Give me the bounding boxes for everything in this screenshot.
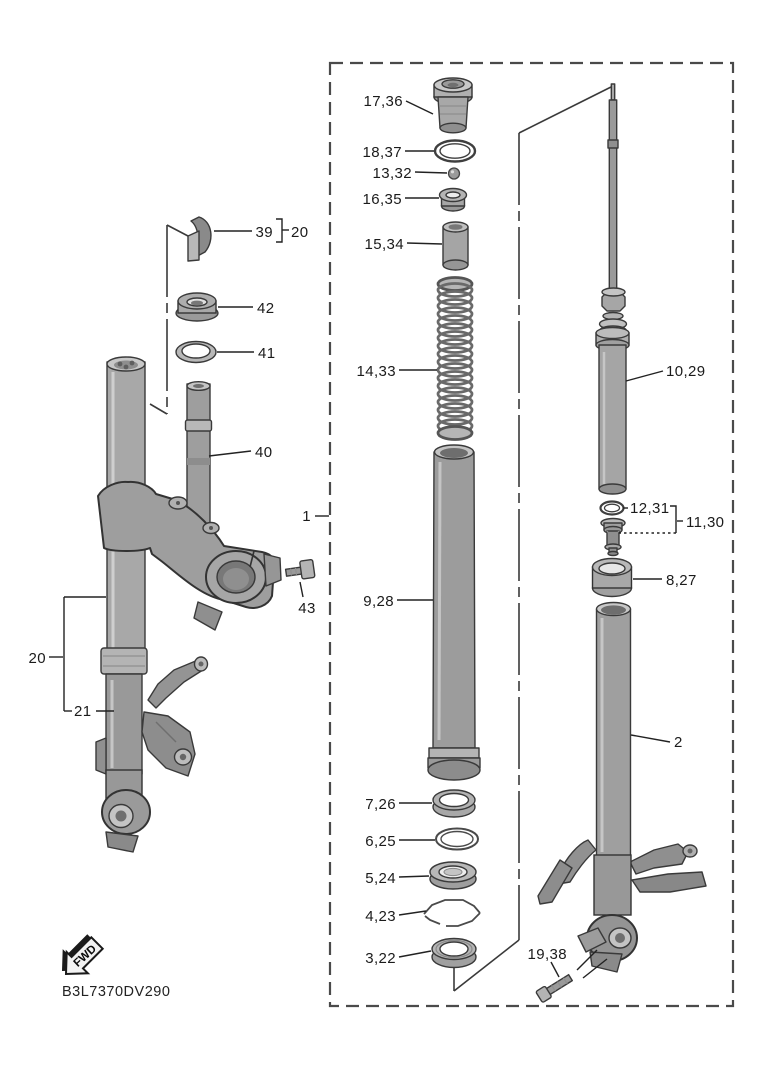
outer-tube-assembly-right (536, 603, 706, 1003)
fwd-arrow-label: FWD (71, 942, 99, 970)
part-label-41[interactable]: 41 (258, 345, 276, 362)
part-label-5-24[interactable]: 5,24 (365, 870, 396, 887)
part-19-38-bolt (536, 972, 574, 1003)
part-label-12-31[interactable]: 12,31 (630, 500, 670, 517)
part-label-13-32[interactable]: 13,32 (372, 165, 412, 182)
part-label-9-28[interactable]: 9,28 (363, 593, 394, 610)
part-label-11-30[interactable]: 11,30 (686, 514, 725, 531)
part-label-18-37[interactable]: 18,37 (362, 144, 402, 161)
part-10-29-damper-cylinder (596, 328, 629, 495)
part-label-14-33[interactable]: 14,33 (356, 363, 396, 380)
part-label-21[interactable]: 21 (74, 703, 92, 720)
part-label-15-34[interactable]: 15,34 (364, 236, 404, 253)
part-39-bushing (188, 217, 211, 261)
fwd-direction-marker (62, 934, 103, 974)
part-label-20-group[interactable]: 20 (291, 224, 309, 241)
part-5-24-oil-seal (430, 862, 476, 889)
part-label-40[interactable]: 40 (255, 444, 273, 461)
axle-holder-left (102, 770, 150, 852)
part-label-2[interactable]: 2 (674, 734, 683, 751)
part-label-4-23[interactable]: 4,23 (365, 908, 396, 925)
part-2-outer-tube (594, 603, 631, 916)
part-4-23-clip (424, 900, 480, 926)
caliper-brackets (142, 657, 208, 776)
part-16-35-collar-nut (440, 189, 467, 212)
part-41-washer (176, 342, 216, 363)
part-label-3-22[interactable]: 3,22 (365, 950, 396, 967)
part-label-39[interactable]: 39 (255, 224, 273, 241)
part-43-bolt (285, 559, 315, 581)
part-label-16-35[interactable]: 16,35 (362, 191, 402, 208)
part-7-26-slide-bushing (433, 790, 475, 817)
part-9-28-inner-tube (428, 445, 480, 780)
part-label-1[interactable]: 1 (302, 508, 311, 525)
part-14-33-spring (438, 278, 472, 440)
part-label-20-left[interactable]: 20 (28, 650, 46, 667)
part-18-37-oring (435, 141, 475, 162)
part-label-7-26[interactable]: 7,26 (365, 796, 396, 813)
axle-holder-right (578, 915, 637, 972)
part-12-31-oring (601, 502, 624, 515)
part-17-36-fork-cap (434, 78, 472, 133)
damper-rod-assembly (593, 84, 632, 597)
part-42-cap (176, 293, 218, 321)
part-label-8-27[interactable]: 8,27 (666, 572, 697, 589)
part-label-19-38[interactable]: 19,38 (527, 946, 567, 963)
part-label-17-36[interactable]: 17,36 (363, 93, 403, 110)
part-label-42[interactable]: 42 (257, 300, 275, 317)
part-11-30-base-valve (601, 519, 625, 556)
part-label-43[interactable]: 43 (298, 600, 316, 617)
part-13-32-ball (449, 168, 460, 179)
part-label-10-29[interactable]: 10,29 (666, 363, 706, 380)
part-8-27-collar (593, 559, 632, 597)
part-label-6-25[interactable]: 6,25 (365, 833, 396, 850)
part-3-22-dust-seal (432, 939, 476, 968)
part-6-25-washer (436, 829, 478, 850)
part-15-34-spacer (443, 222, 468, 270)
exploded-parts-column (424, 78, 480, 968)
drawing-code: B3L7370DV290 (62, 984, 171, 1000)
left-fork-leg-assembly (96, 217, 315, 852)
